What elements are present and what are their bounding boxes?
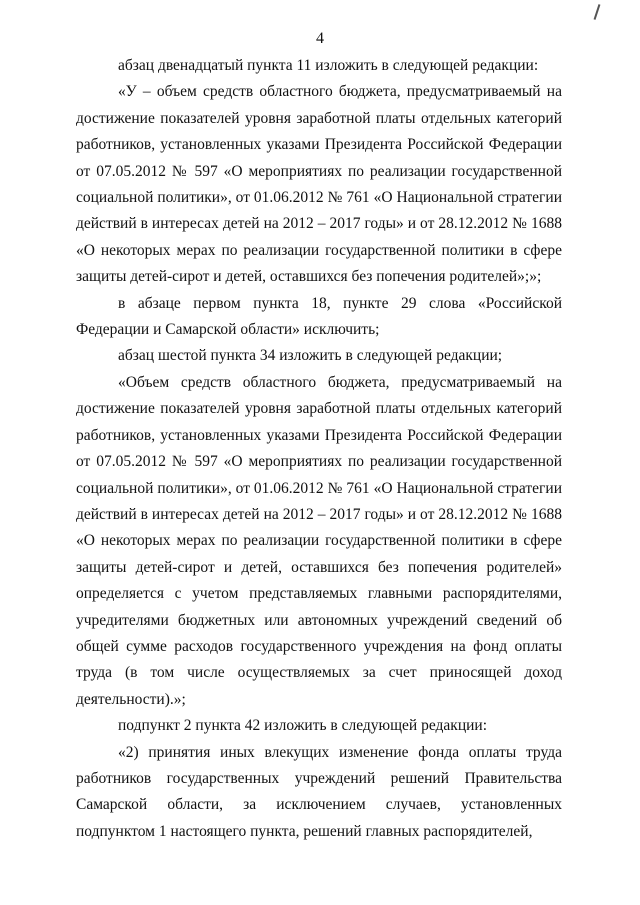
paragraph-instruction-2: в абзаце первом пункта 18, пункте 29 слова «Российской Федерации и Самарской области» исключить;	[76, 294, 562, 339]
document-body	[76, 53, 562, 845]
page-number: 4	[316, 30, 324, 47]
paragraph-quote-2: «Объем средств областного бюджета, предусматриваемый на достижение показателей уровня заработной платы отдельных категорий работников, установленных указами Президента Российской Федерации от 07.05.2012 № 597 «О мероприятиях по реализации государственной социальной политики», от 01.06.2012 № 761 «О Национальной стратегии действий в интересах детей на 2012 – 2017 годы» и от 28.12.2012 № 1688 «О некоторых мерах по реализации государственной политики в сфере защиты детей-сирот и детей, оставшихся без попечения родителей» определяется с учетом представляемых главными распорядителями, учредителями бюджетных или автономных учреждений сведений об общей сумме расходов государственного учреждения на фонд оплаты труда (в том числе осуществляемых за счет приносящей доход деятельности).»;	[76, 373, 562, 708]
scan-mark	[594, 4, 601, 20]
paragraph-instruction-3: абзац шестой пункта 34 изложить в следующей редакции;	[118, 347, 503, 365]
paragraph-quote-3: «2) принятия иных влекущих изменение фонда оплаты труда работников государственных учреждений решений Правительства Самарской области, за исключением случаев, установленных подпунктом 1 настоящего пункта, решений главных распорядителей,	[76, 743, 562, 840]
paragraph-instruction-1: абзац двенадцатый пункта 11 изложить в следующей редакции:	[118, 57, 539, 74]
paragraph-quote-1: «У – объем средств областного бюджета, предусматриваемый на достижение показателей уровня заработной платы отдельных категорий работников, установленных указами Президента Российской Федерации от 07.05.2012 № 597 «О мероприятиях по реализации государственной социальной политики», от 01.06.2012 № 761 «О Национальной стратегии действий в интересах детей на 2012 – 2017 годы» и от 28.12.2012 № 1688 «О некоторых мерах по реализации государственной политики в сфере защиты детей-сирот и детей, оставшихся без попечения родителей»;»;	[76, 83, 562, 286]
paragraph-instruction-4: подпункт 2 пункта 42 изложить в следующей редакции:	[118, 717, 488, 735]
